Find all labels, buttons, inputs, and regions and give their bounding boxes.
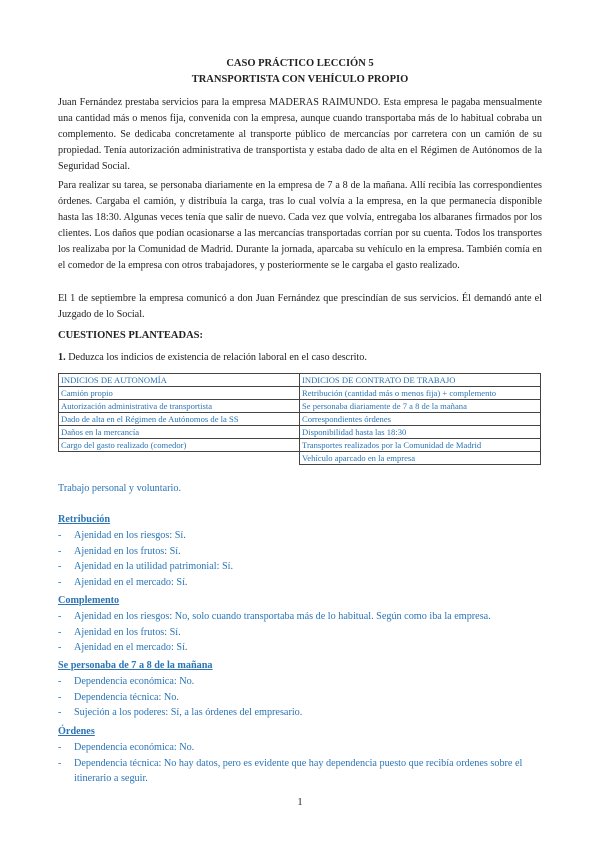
table-cell: Camión propio: [59, 387, 300, 400]
list-item: - Ajenidad en los riesgos: No, solo cuando transportaba más de lo habitual. Según como iba la empresa.: [58, 611, 491, 622]
list-item: - Ajenidad en la utilidad patrimonial: Sí.: [58, 561, 234, 572]
table-cell: Vehículo aparcado en la empresa: [300, 452, 541, 465]
paragraph-intro: Juan Fernández prestaba servicios para la empresa MADERAS RAIMUNDO. Esta empresa le pagaba mensualmente una cantidad más o menos fija, convenida con la empresa, aunque cuando transportaba más de lo habitual cobraba un complemento. Se dedicaba concretamente al transporte público de mercancías por carretera con un camión de su propiedad. Tenía autorización administrativa de transportista y estaba dado de alta en el Régimen de Autónomos de la Seguridad Social.: [58, 97, 542, 172]
list-item: - Ajenidad en los riesgos: Sí.: [58, 530, 186, 541]
cuestiones-heading: CUESTIONES PLANTEADAS:: [58, 330, 203, 341]
trabajo-personal-text: Trabajo personal y voluntario.: [58, 483, 181, 494]
table-cell: Daños en la mercancía: [59, 426, 300, 439]
table-header-autonomia: INDICIOS DE AUTONOMÍA: [59, 374, 300, 387]
paragraph-dismissal: El 1 de septiembre la empresa comunicó a don Juan Fernández que prescindían de sus servicios. Él demandó ante el Juzgado de lo Social.: [58, 293, 542, 320]
question-text: Deduzca los indicios de existencia de relación laboral en el caso descrito.: [65, 352, 367, 363]
section-title: Órdenes: [58, 726, 95, 737]
paragraph-tasks: Para realizar su tarea, se personaba diariamente en la empresa de 7 a 8 de la mañana. Allí recibía las correspondientes órdenes. Cargaba el camión, y distribuía la carga, tras lo cual volvía a la empresa, en la que permanecía disponible hasta las 18:30. Algunas veces tenía que salir de nuevo. Cada vez que volvía, entregaba los albaranes firmados por los clientes. Los daños que podían ocasionarse a las mercancías transportadas corrían por su cuenta. Todos los transportes los realizaba por la Comunidad de Madrid. Durante la jornada, aparcaba su vehículo en la empresa. También comía en el comedor de la empresa con otros trabajadores, y posteriormente se le cargaba el gasto realizado.: [58, 180, 542, 271]
indicios-table: [58, 373, 541, 465]
table-row: [59, 400, 541, 413]
list-item: - Dependencia económica: No.: [58, 676, 195, 687]
list-item: - Ajenidad en los frutos: Sí.: [58, 545, 181, 557]
table-header-contrato: INDICIOS DE CONTRATO DE TRABAJO: [300, 374, 541, 387]
section-title: Complemento: [58, 595, 120, 606]
section-se-personaba: [58, 658, 548, 721]
list-item: - Ajenidad en los frutos: Sí.: [58, 626, 181, 638]
document-title-line1: CASO PRÁCTICO LECCIÓN 5: [226, 58, 374, 69]
table-cell: Transportes realizados por la Comunidad de Madrid: [300, 439, 541, 452]
table-cell: Retribución (cantidad más o menos fija) + complemento: [300, 387, 541, 400]
section-ordenes: [58, 724, 548, 787]
table-cell: Autorización administrativa de transportista: [59, 400, 300, 413]
list-item: - Dependencia técnica: No hay datos, pero es evidente que hay dependencia puesto que recibía ordenes sobre el itinerario a seguir.: [58, 757, 523, 784]
table-row: [59, 413, 541, 426]
section-complemento: [58, 593, 548, 656]
table-row: [59, 426, 541, 439]
document-title-line2: TRANSPORTISTA CON VEHÍCULO PROPIO: [191, 74, 409, 85]
list-item: - Dependencia técnica: No.: [58, 691, 179, 703]
table-row: [59, 387, 541, 400]
table-row: [59, 439, 541, 452]
table-row: [59, 452, 541, 465]
list-item: - Ajenidad en el mercado: Sí.: [58, 642, 188, 653]
question-1: [58, 352, 367, 363]
list-item: - Dependencia económica: No.: [58, 742, 195, 753]
table-cell-empty: [59, 452, 300, 465]
question-number: 1.: [58, 352, 66, 363]
list-item: - Ajenidad en el mercado: Sí.: [58, 576, 188, 588]
section-title: Se personaba de 7 a 8 de la mañana: [58, 660, 213, 671]
table-cell: Disponibilidad hasta las 18:30: [300, 426, 541, 439]
table-cell: Se personaba diariamente de 7 a 8 de la mañana: [300, 400, 541, 413]
table-cell: Dado de alta en el Régimen de Autónomos de la SS: [59, 413, 300, 426]
table-cell: Cargo del gasto realizado (comedor): [59, 439, 300, 452]
page-number: 1: [297, 797, 303, 808]
list-item: - Sujeción a los poderes: Sí, a las órdenes del empresario.: [58, 707, 303, 718]
table-header-row: [59, 374, 541, 387]
table-cell: Correspondientes órdenes: [300, 413, 541, 426]
section-retribucion: [58, 512, 548, 590]
section-title: Retribución: [58, 514, 111, 525]
